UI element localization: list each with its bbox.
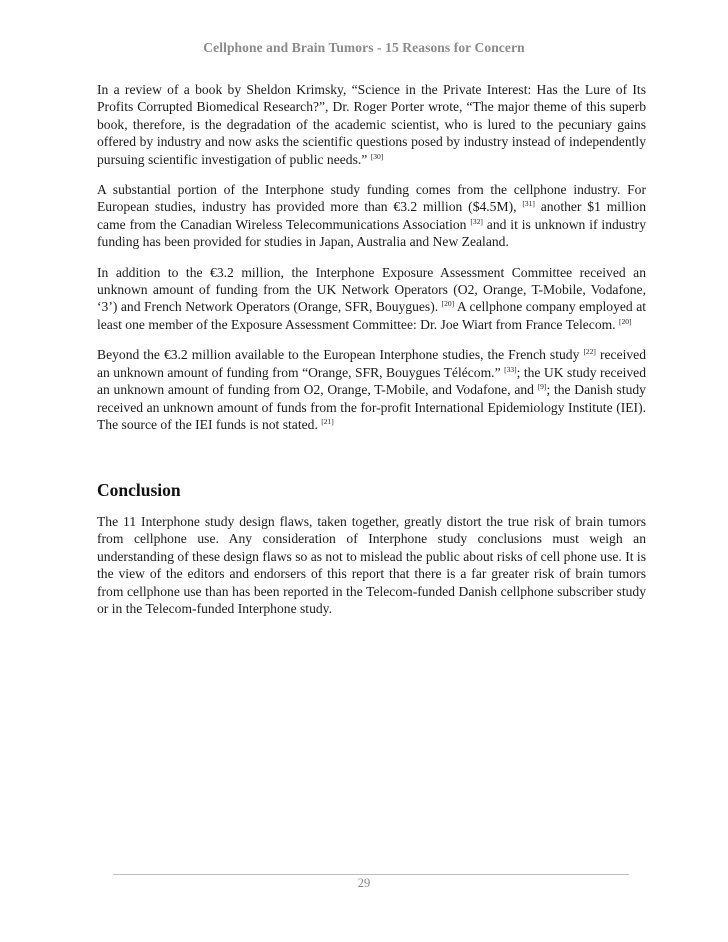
paragraph-text: In a review of a book by Sheldon Krimsky, “Science in the Private Interest: Has the Lure of Its Profits Corrupted Biomedical Research?”, Dr. Roger Porter wrote, “The major theme of this superb book, therefore, is the degradation of the academic scientist, who is lured to the pecuniary gains offered by industry and now asks the scientific questions posed by industry instead of independently pursuing scientific investigation of public needs.” [97,82,646,167]
footer-divider [113,874,629,875]
citation-ref: [22] [583,347,596,357]
citation-ref: [21] [321,416,334,426]
paragraph-text: received an unknown amount of funding from “Orange, SFR, Bouygues Télécom.” [97,347,647,380]
paragraph-text: another $1 million came from the Canadian Wireless Telecommunications Association [97,199,646,232]
conclusion-paragraph: The 11 Interphone study design flaws, taken together, greatly distort the true risk of brain tumors from cellphone use. Any consideration of Interphone study conclusions must weigh an understanding of these design flaws so as not to mislead the public about risks of cell phone use. It is the view of the editors and endorsers of this report that there is a far greater risk of brain tumors from cellphone use than has been reported in the Telecom-funded Danish cellphone subscriber study or in the Telecom-funded Interphone study. [97,514,646,617]
page-header: Cellphone and Brain Tumors - 15 Reasons for Concern [203,40,525,55]
paragraph-text: and it is unknown if industry funding has been provided for studies in Japan, Australia and New Zealand. [97,216,646,250]
paragraph-text: A cellphone company employed at least one member of the Exposure Assessment Committee: Dr. Joe Wiart from France Telecom. [97,299,647,332]
citation-ref: [20] [619,316,632,326]
citation-ref: [33] [504,364,517,374]
citation-ref: [32] [470,216,483,226]
page-number: 29 [357,876,371,890]
citation-ref: [20] [441,299,455,309]
conclusion-heading: Conclusion [97,480,181,500]
paragraph-exposure-committee [97,264,646,334]
citation-ref: [31] [522,199,535,209]
conclusion-section [97,513,646,630]
citation-ref: [30] [370,151,384,161]
paragraph-text: Beyond the €3.2 million available to the European Interphone studies, the French study [97,347,580,363]
paragraph-text: In addition to the €3.2 million, the Interphone Exposure Assessment Committee received an unknown amount of funding from the UK Network Operators (O2, Orange, T-Mobile, Vodafone, ‘3’) and French Network Operators (Orange, SFR, Bouygues). [97,264,646,315]
paragraph-krimsky-review [97,81,646,168]
paragraph-text: ; the UK study received an unknown amount of funding from O2, Orange, T-Mobile, and Vodafone, and [97,364,647,398]
paragraph-national-funding [97,346,646,433]
body-text [97,81,646,446]
citation-ref: [9] [537,382,547,392]
paragraph-industry-funding [97,181,646,251]
paragraph-text: ; the Danish study received an unknown amount of funds from the for-profit International Epidemiology Institute (IEI). The source of the IEI funds is not stated. [97,382,646,432]
paragraph-text: A substantial portion of the Interphone study funding comes from the cellphone industry. For European studies, industry has provided more than €3.2 million ($4.5M), [97,182,646,215]
